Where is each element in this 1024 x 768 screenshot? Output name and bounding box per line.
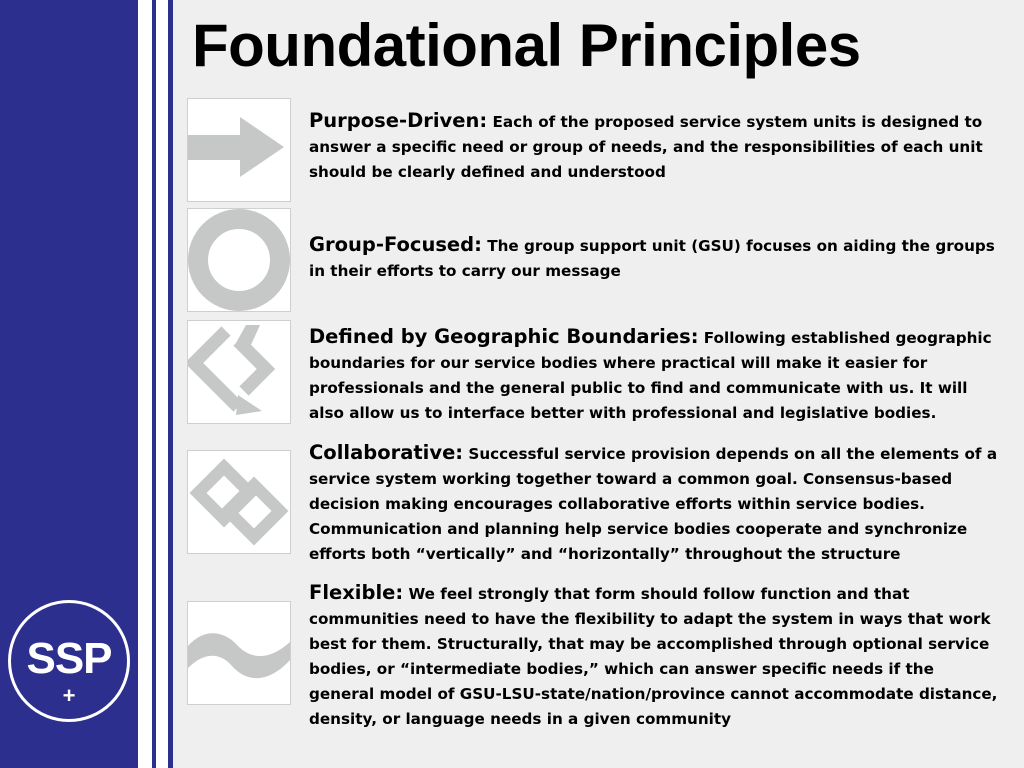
principle-text: The group support unit (GSU) focuses on aiding the groups in their efforts to carry our message (309, 237, 995, 280)
boundary-arrow-icon (187, 320, 291, 424)
principle-flexible (309, 580, 999, 732)
circle-ring-icon (187, 208, 291, 312)
principle-text: Successful service provision depends on all the elements of a service system working together toward a common goal. Consensus-based decision making encourages collaborative efforts within service bodies. Communication and planning help service bodies cooperate and synchronize efforts both “vertically” and “horizontally” throughout the structure (309, 445, 998, 563)
principle-heading: Purpose-Driven: (309, 109, 488, 132)
sidebar-stripe (168, 0, 173, 768)
ssp-logo (8, 600, 130, 722)
principle-geographic-boundaries (309, 324, 999, 426)
principle-text: We feel strongly that form should follow function and that communities need to have the flexibility to adapt the system in ways that work best for them. Structurally, that may be accomplished through optional service bodies, or “intermediate bodies,” which can answer specific needs if the general model of GSU-LSU-state/nation/province cannot accommodate distance, density, or language needs in a given community (309, 585, 998, 728)
sidebar-stripe (156, 0, 168, 768)
principle-purpose-driven (309, 108, 999, 185)
arrow-right-icon (187, 98, 291, 202)
sidebar-stripe (138, 0, 152, 768)
wave-icon (187, 601, 291, 705)
principle-heading: Defined by Geographic Boundaries: (309, 325, 699, 348)
page-title: Foundational Principles (192, 12, 861, 79)
logo-plus: + (62, 683, 76, 708)
principle-heading: Flexible: (309, 581, 404, 604)
logo-text: SSP (26, 634, 112, 683)
principle-group-focused (309, 232, 999, 284)
principle-heading: Group-Focused: (309, 233, 482, 256)
principle-text: Each of the proposed service system units is designed to answer a specific need or group of needs, and the responsibilities of each unit should be clearly defined and understood (309, 113, 983, 181)
interlocking-links-icon (187, 450, 291, 554)
principle-text: Following established geographic boundaries for our service bodies where practical will make it easier for professionals and the general public to find and communicate with us. It will also allow us to interface better with professional and legislative bodies. (309, 329, 992, 422)
principle-collaborative (309, 440, 999, 567)
principle-heading: Collaborative: (309, 441, 464, 464)
